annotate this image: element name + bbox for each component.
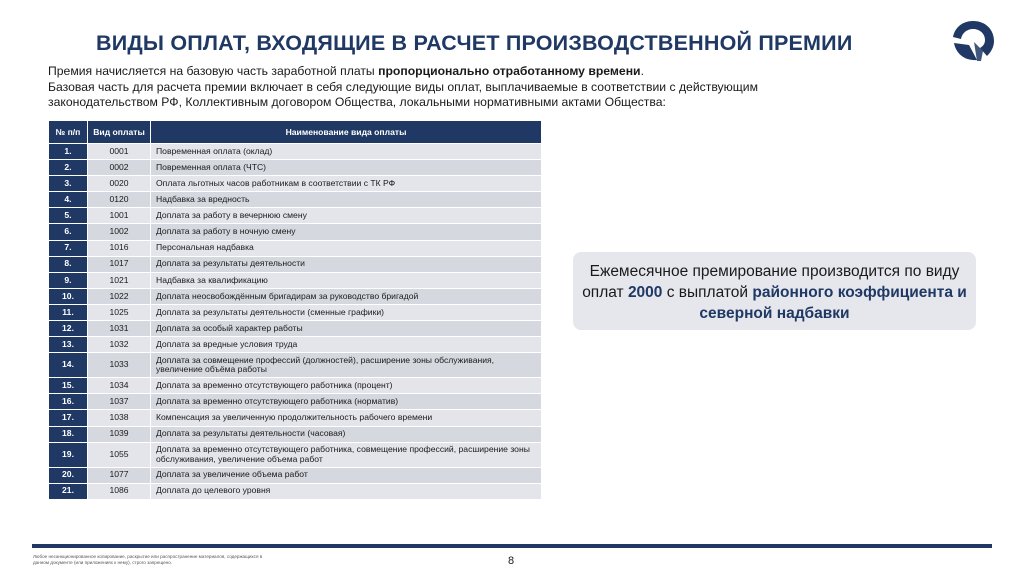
row-name-cell: Компенсация за увеличенную продолжительность рабочего времени [151,410,542,426]
row-num-cell: 21. [49,483,88,499]
page-title: ВИДЫ ОПЛАТ, ВХОДЯЩИЕ В РАСЧЕТ ПРОИЗВОДСТВЕННОЙ ПРЕМИИ [96,31,853,55]
row-num-cell: 18. [49,426,88,442]
row-code-cell: 1021 [88,272,151,288]
row-num-cell: 6. [49,224,88,240]
row-name-cell: Надбавка за квалификацию [151,272,542,288]
row-num-cell: 16. [49,394,88,410]
table-row [49,208,542,224]
row-name-cell: Доплата за временно отсутствующего работника (процент) [151,378,542,394]
table-row [49,176,542,192]
row-name-cell: Доплата за результаты деятельности [151,256,542,272]
row-name-cell: Доплата неосвобождённым бригадирам за руководство бригадой [151,288,542,304]
row-num-cell: 12. [49,321,88,337]
row-name-cell: Надбавка за вредность [151,192,542,208]
row-name-cell: Доплата за работу в вечернюю смену [151,208,542,224]
row-name-cell: Доплата за увеличение объема работ [151,467,542,483]
row-name-cell: Доплата за совмещение профессий (должностей), расширение зоны обслуживания, увеличение объёма работы [151,353,542,378]
row-num-cell: 20. [49,467,88,483]
row-code-cell: 1016 [88,240,151,256]
company-logo-icon [950,18,996,64]
row-code-cell: 1038 [88,410,151,426]
table-row [49,256,542,272]
row-num-cell: 13. [49,337,88,353]
intro-paragraph-1: Премия начисляется на базовую часть заработной платы пропорционально отработанному времени. [48,64,644,78]
row-code-cell: 0120 [88,192,151,208]
table-row [49,353,542,378]
row-code-cell: 0002 [88,160,151,176]
row-num-cell: 11. [49,304,88,320]
footer-divider [32,544,992,548]
row-code-cell: 1001 [88,208,151,224]
table-row [49,288,542,304]
header-name: Наименование вида оплаты [151,121,542,144]
row-name-cell: Доплата за результаты деятельности (сменные графики) [151,304,542,320]
row-code-cell: 1032 [88,337,151,353]
row-num-cell: 5. [49,208,88,224]
row-code-cell: 0020 [88,176,151,192]
table-row [49,160,542,176]
table-row [49,483,542,499]
bonus-callout: Ежемесячное премирование производится по виду оплат 2000 с выплатой районного коэффициента и северной надбавки [573,252,976,330]
table-row [49,378,542,394]
row-num-cell: 3. [49,176,88,192]
row-name-cell: Повременная оплата (оклад) [151,144,542,160]
page-number: 8 [508,555,515,567]
row-name-cell: Доплата за работу в ночную смену [151,224,542,240]
row-code-cell: 1017 [88,256,151,272]
row-code-cell: 1039 [88,426,151,442]
row-code-cell: 0001 [88,144,151,160]
table-row [49,394,542,410]
row-code-cell: 1077 [88,467,151,483]
row-name-cell: Доплата до целевого уровня [151,483,542,499]
row-name-cell: Персональная надбавка [151,240,542,256]
table-row [49,144,542,160]
row-name-cell: Доплата за результаты деятельности (часовая) [151,426,542,442]
payment-types-table [48,120,542,500]
table-row [49,426,542,442]
header-code: Вид оплаты [88,121,151,144]
table-row [49,410,542,426]
row-code-cell: 1086 [88,483,151,499]
footer-disclaimer: Любое несанкционированное копирование, раскрытие или распространение материалов, содержащихся в данном документе (или приложениях к нему), строго запрещено. [33,554,263,565]
row-num-cell: 7. [49,240,88,256]
callout-code: 2000 [627,284,663,301]
callout-bold-tail: районного коэффициента и северной надбавки [699,284,967,322]
row-code-cell: 1025 [88,304,151,320]
row-num-cell: 2. [49,160,88,176]
intro-text [48,64,808,111]
row-code-cell: 1033 [88,353,151,378]
row-num-cell: 15. [49,378,88,394]
table-header-row [49,121,542,144]
row-code-cell: 1022 [88,288,151,304]
intro-paragraph-2: Базовая часть для расчета премии включает в себя следующие виды оплат, выплачиваемые в соответствии с действующим законодательством РФ, Коллективным договором Общества, локальными нормативными актами Общества: [48,79,758,109]
row-name-cell: Доплата за временно отсутствующего работника, совмещение профессий, расширение зоны обслуживания, увеличение объема работ [151,442,542,467]
row-num-cell: 10. [49,288,88,304]
row-name-cell: Доплата за вредные условия труда [151,337,542,353]
row-num-cell: 1. [49,144,88,160]
row-name-cell: Повременная оплата (ЧТС) [151,160,542,176]
row-code-cell: 1002 [88,224,151,240]
row-num-cell: 8. [49,256,88,272]
row-num-cell: 17. [49,410,88,426]
row-code-cell: 1034 [88,378,151,394]
table-row [49,321,542,337]
table-row [49,192,542,208]
row-name-cell: Оплата льготных часов работникам в соответствии с ТК РФ [151,176,542,192]
row-code-cell: 1031 [88,321,151,337]
table-row [49,304,542,320]
table-row [49,337,542,353]
table-row [49,272,542,288]
table-row [49,467,542,483]
table-row [49,224,542,240]
row-code-cell: 1037 [88,394,151,410]
row-name-cell: Доплата за временно отсутствующего работника (норматив) [151,394,542,410]
row-num-cell: 19. [49,442,88,467]
row-num-cell: 9. [49,272,88,288]
header-num: № п/п [49,121,88,144]
table-row [49,240,542,256]
row-name-cell: Доплата за особый характер работы [151,321,542,337]
table-row [49,442,542,467]
row-code-cell: 1055 [88,442,151,467]
row-num-cell: 4. [49,192,88,208]
row-num-cell: 14. [49,353,88,378]
